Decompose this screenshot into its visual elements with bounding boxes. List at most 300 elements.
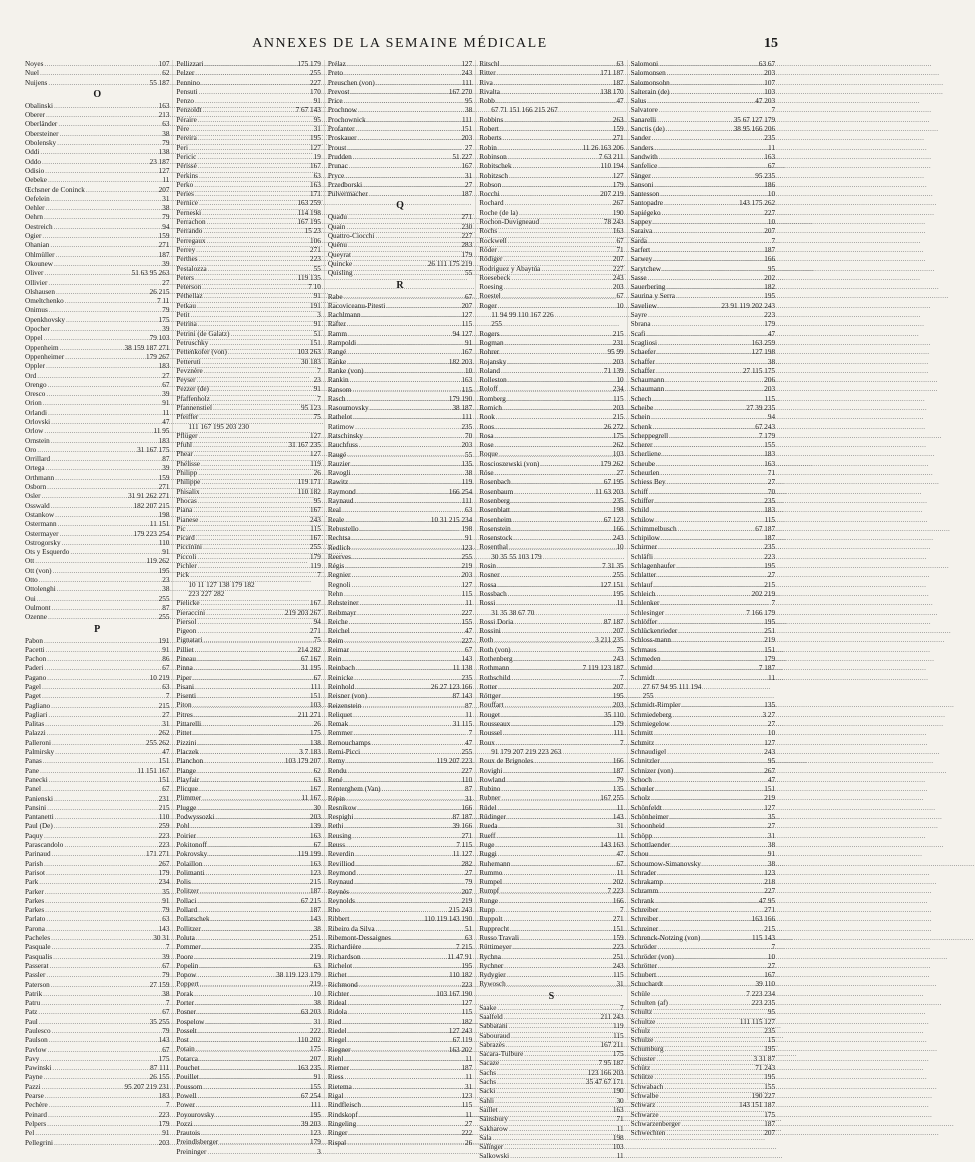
entry-name: Otto bbox=[25, 576, 38, 585]
index-entry bbox=[176, 887, 320, 896]
index-entry bbox=[176, 794, 320, 803]
entry-pages: 67 bbox=[162, 664, 170, 673]
entry-pages: 7 223 bbox=[607, 887, 624, 896]
entry-pages: 10 bbox=[767, 218, 776, 227]
entry-pages: 223 bbox=[158, 831, 170, 840]
leader-dots bbox=[648, 237, 770, 246]
entry-name: Schreiber bbox=[630, 915, 659, 924]
entry-pages: 215 bbox=[158, 701, 170, 710]
index-entry bbox=[25, 372, 169, 381]
entry-name: Rockwell bbox=[479, 236, 507, 245]
entry-name: Schramm bbox=[630, 887, 659, 896]
index-entry bbox=[176, 915, 320, 924]
entry-pages: 7 223 234 bbox=[746, 989, 776, 998]
entry-pages: 179 267 bbox=[146, 352, 170, 361]
leader-dots bbox=[44, 832, 158, 841]
entry-pages: 95 207 219 231 bbox=[124, 1082, 170, 1091]
leader-dots bbox=[51, 418, 161, 427]
leader-dots bbox=[352, 534, 464, 543]
index-entry bbox=[176, 999, 320, 1008]
entry-pages: 115 bbox=[613, 1031, 624, 1040]
leader-dots bbox=[42, 785, 161, 794]
index-entry bbox=[479, 432, 623, 441]
entry-pages: 7 bbox=[620, 673, 624, 682]
entry-name: Salus bbox=[630, 97, 647, 106]
leader-dots bbox=[651, 246, 763, 255]
leader-dots bbox=[496, 832, 615, 841]
index-entry bbox=[631, 860, 775, 869]
entry-name: Sarda bbox=[630, 236, 647, 245]
entry-pages: 62 bbox=[313, 766, 321, 775]
entry-pages: 39 166 bbox=[452, 822, 473, 831]
entry-pages: 207 bbox=[461, 301, 473, 310]
entry-pages: 202 bbox=[612, 878, 624, 887]
entry-name: Palleroni bbox=[25, 738, 51, 747]
leader-dots bbox=[48, 279, 161, 288]
index-entry bbox=[25, 1120, 169, 1129]
index-entry bbox=[328, 311, 472, 320]
entry-pages: 195 bbox=[612, 589, 624, 598]
entry-name: Schönheimer bbox=[630, 813, 669, 822]
entry-pages: 283 bbox=[461, 241, 473, 250]
index-entry bbox=[328, 1027, 472, 1036]
index-entry bbox=[479, 813, 623, 822]
entry-name: Robitzsch bbox=[479, 171, 508, 180]
index-entry bbox=[479, 636, 623, 645]
entry-pages: 11 151 167 bbox=[137, 766, 170, 775]
index-entry bbox=[176, 69, 320, 78]
entry-pages: 38 bbox=[313, 924, 321, 933]
index-entry bbox=[25, 683, 169, 692]
entry-name: Schiffer bbox=[630, 496, 654, 505]
entry-name: Pittarelli bbox=[176, 720, 202, 729]
leader-dots bbox=[678, 525, 755, 534]
leader-dots bbox=[353, 413, 461, 422]
index-entry bbox=[25, 850, 169, 859]
index-entry bbox=[631, 832, 775, 841]
entry-pages: 95 bbox=[465, 97, 473, 106]
index-entry bbox=[328, 497, 472, 506]
index-entry bbox=[479, 134, 623, 143]
index-entry bbox=[176, 274, 320, 283]
entry-pages: 167 bbox=[310, 785, 321, 794]
entry-pages: 7 31 35 bbox=[602, 562, 624, 571]
index-entry bbox=[631, 999, 775, 1008]
entry-pages: 27 bbox=[767, 961, 776, 970]
index-entry bbox=[631, 134, 775, 143]
entry-pages: 198 bbox=[158, 510, 170, 519]
entry-name: Schoch bbox=[630, 775, 652, 784]
entry-pages: 31 91 262 271 bbox=[128, 492, 170, 501]
entry-pages: 215 bbox=[158, 803, 170, 812]
index-entry bbox=[479, 330, 623, 339]
entry-pages: 67 195 bbox=[603, 478, 624, 487]
entry-name: Prunac bbox=[327, 162, 348, 171]
entry-pages: 143 175 262 bbox=[739, 199, 776, 208]
entry-name: Schiess Bey bbox=[630, 478, 666, 487]
leader-dots bbox=[51, 934, 152, 943]
index-entry bbox=[631, 1018, 775, 1027]
index-entry bbox=[479, 655, 623, 664]
leader-dots bbox=[360, 525, 461, 534]
entry-pages: 67 bbox=[162, 1008, 170, 1017]
leader-dots bbox=[656, 590, 750, 599]
index-entry bbox=[631, 1129, 775, 1138]
leader-dots bbox=[205, 1018, 312, 1027]
leader-dots bbox=[347, 1139, 464, 1148]
entry-name: Richelot bbox=[327, 961, 353, 970]
entry-pages: 207 bbox=[764, 1129, 776, 1138]
entry-name: Oppenheim bbox=[25, 343, 59, 352]
entry-name: Przedborski bbox=[327, 180, 363, 189]
entry-name: Schumburg bbox=[630, 1045, 664, 1054]
entry-pages: 7 bbox=[771, 943, 776, 952]
entry-pages: 207 bbox=[612, 255, 624, 264]
index-entry bbox=[25, 464, 169, 473]
leader-dots bbox=[496, 1087, 612, 1096]
index-entry bbox=[328, 469, 472, 478]
index-entry bbox=[631, 646, 775, 655]
entry-pages: 10 31 215 234 bbox=[430, 515, 473, 524]
leader-dots bbox=[658, 302, 720, 311]
entry-pages: 203 bbox=[612, 403, 624, 412]
entry-pages: 219 bbox=[310, 980, 321, 989]
entry-name: Pelzer bbox=[176, 69, 195, 78]
leader-dots bbox=[197, 832, 309, 841]
leader-dots bbox=[497, 562, 601, 571]
index-entry bbox=[631, 255, 775, 264]
index-entry bbox=[479, 348, 623, 357]
index-entry bbox=[479, 1059, 623, 1068]
entry-pages: 119 171 bbox=[297, 478, 321, 487]
entry-name: Rohrer bbox=[479, 348, 500, 357]
entry-pages: 282 bbox=[461, 859, 473, 868]
entry-name: Schwabach bbox=[630, 1082, 664, 1091]
index-entry bbox=[631, 488, 775, 497]
index-entry bbox=[328, 646, 472, 655]
index-entry bbox=[25, 915, 169, 924]
index-entry bbox=[25, 888, 169, 897]
index-entry bbox=[631, 748, 775, 757]
index-entry bbox=[631, 469, 775, 478]
leader-dots bbox=[357, 1120, 464, 1129]
index-entry bbox=[479, 190, 623, 199]
index-entry bbox=[631, 962, 775, 971]
index-entry bbox=[176, 962, 320, 971]
index-entry bbox=[631, 218, 775, 227]
leader-dots bbox=[203, 1083, 309, 1092]
entry-name: Sapiégeko bbox=[630, 208, 661, 217]
entry-name: Reynolds bbox=[327, 896, 355, 905]
entry-pages: 175 bbox=[158, 1054, 170, 1063]
leader-dots bbox=[671, 88, 764, 97]
entry-pages: 87 111 bbox=[150, 1064, 170, 1073]
index-entry bbox=[176, 292, 320, 301]
leader-dots bbox=[656, 1055, 752, 1064]
index-entry bbox=[25, 1027, 169, 1036]
index-entry bbox=[328, 1018, 472, 1027]
entry-pages: 55 bbox=[313, 264, 321, 273]
index-entry bbox=[176, 488, 320, 497]
entry-name: Sanders bbox=[630, 143, 654, 152]
leader-dots bbox=[678, 627, 763, 636]
entry-name: Rossbach bbox=[479, 589, 507, 598]
leader-dots bbox=[671, 79, 763, 88]
entry-pages: 263 bbox=[612, 115, 624, 124]
index-entry bbox=[328, 88, 472, 97]
entry-pages: 95 bbox=[767, 1008, 776, 1017]
index-entry bbox=[25, 841, 169, 850]
entry-pages: 31 bbox=[162, 720, 170, 729]
index-entry bbox=[631, 943, 775, 952]
leader-dots bbox=[651, 990, 745, 999]
leader-dots bbox=[350, 990, 435, 999]
index-entry bbox=[479, 404, 623, 413]
index-entry bbox=[631, 627, 775, 636]
entry-name: Roberts bbox=[479, 134, 502, 143]
leader-dots bbox=[37, 446, 136, 455]
index-entry bbox=[479, 441, 623, 450]
index-entry bbox=[25, 176, 169, 185]
entry-name: Poppert bbox=[176, 980, 199, 989]
index-entry bbox=[176, 367, 320, 376]
index-entry bbox=[328, 925, 472, 934]
leader-dots bbox=[386, 302, 460, 311]
entry-pages: 91 bbox=[162, 1129, 170, 1138]
entry-name: Schmitt bbox=[630, 729, 653, 738]
entry-name: Schultze bbox=[630, 1017, 656, 1026]
index-entry bbox=[479, 1134, 623, 1143]
leader-dots bbox=[348, 1036, 452, 1045]
entry-pages: 31 167 175 bbox=[137, 445, 170, 454]
index-entry bbox=[25, 822, 169, 831]
entry-name: Poore bbox=[176, 952, 194, 961]
entry-pages: 91 bbox=[313, 385, 321, 394]
index-entry bbox=[25, 111, 169, 120]
entry-name: Rebustello bbox=[327, 524, 359, 533]
entry-name: Pommer bbox=[176, 943, 201, 952]
index-entry bbox=[631, 739, 775, 748]
entry-name: Rose bbox=[479, 441, 494, 450]
entry-name: Phocas bbox=[176, 496, 197, 505]
leader-dots bbox=[196, 534, 309, 543]
index-entry bbox=[631, 172, 775, 181]
entry-name: Pavy bbox=[25, 1054, 40, 1063]
entry-name: Schnaudigel bbox=[630, 747, 667, 756]
entry-pages: 55 bbox=[465, 269, 473, 278]
entry-pages: 7 bbox=[771, 236, 776, 245]
index-entry bbox=[631, 674, 775, 683]
entry-name: Sarwey bbox=[630, 255, 653, 264]
leader-dots bbox=[501, 367, 603, 376]
entry-pages: 166 bbox=[461, 803, 473, 812]
index-entry bbox=[328, 386, 472, 395]
entry-name: Rietema bbox=[327, 1082, 352, 1091]
entry-pages: 67 bbox=[313, 840, 321, 849]
index-entry bbox=[25, 990, 169, 999]
entry-name: Pereira bbox=[176, 134, 197, 143]
entry-pages: 219 bbox=[461, 562, 473, 571]
leader-dots bbox=[503, 729, 612, 738]
entry-name: Profanter bbox=[327, 125, 355, 134]
leader-dots bbox=[200, 887, 309, 896]
leader-dots bbox=[202, 720, 312, 729]
index-entry bbox=[631, 292, 775, 301]
leader-dots bbox=[650, 506, 763, 515]
entry-pages: 35 bbox=[162, 887, 170, 896]
entry-pages: 167 270 bbox=[448, 87, 473, 96]
entry-pages: 203 bbox=[764, 69, 776, 78]
leader-dots bbox=[646, 330, 766, 339]
index-entry bbox=[25, 729, 169, 738]
entry-pages: 27 bbox=[767, 720, 776, 729]
index-entry bbox=[328, 822, 472, 831]
index-entry bbox=[631, 330, 775, 339]
entry-name: Pagliari bbox=[25, 710, 48, 719]
entry-name: Rychna bbox=[479, 952, 501, 961]
entry-name: Russo Travali bbox=[479, 933, 519, 942]
index-entry bbox=[25, 567, 169, 576]
entry-pages: 190 bbox=[612, 208, 624, 217]
entry-pages: 207 bbox=[461, 887, 473, 896]
index-entry bbox=[631, 562, 775, 571]
index-entry bbox=[328, 251, 472, 260]
entry-name: Rein bbox=[327, 655, 342, 664]
index-entry bbox=[479, 1022, 623, 1031]
leader-dots bbox=[44, 334, 149, 343]
entry-pages: 255 262 bbox=[146, 738, 170, 747]
leader-dots bbox=[506, 776, 615, 785]
leader-dots bbox=[56, 288, 149, 297]
index-entry bbox=[328, 339, 472, 348]
index-entry bbox=[479, 971, 623, 980]
entry-name: Petrina bbox=[176, 320, 197, 329]
leader-dots bbox=[348, 999, 461, 1008]
entry-pages: 79 bbox=[162, 1026, 170, 1035]
leader-dots bbox=[671, 720, 767, 729]
leader-dots bbox=[500, 348, 606, 357]
entry-pages: 23 91 119 202 243 bbox=[721, 301, 776, 310]
entry-pages: 215 bbox=[612, 329, 624, 338]
index-entry bbox=[479, 1013, 623, 1022]
entry-pages: 235 bbox=[764, 543, 776, 552]
entry-pages: 7 115 bbox=[456, 841, 473, 850]
index-entry bbox=[631, 711, 775, 720]
entry-name: Preto bbox=[327, 69, 343, 78]
entry-pages: 27 bbox=[465, 143, 473, 152]
index-entry bbox=[176, 106, 320, 115]
leader-dots bbox=[344, 1073, 464, 1082]
leader-dots bbox=[655, 516, 763, 525]
entry-name: Robson bbox=[479, 180, 502, 189]
entry-pages: 11 bbox=[616, 1152, 624, 1161]
leader-dots bbox=[48, 711, 161, 720]
leader-dots bbox=[495, 432, 612, 441]
entry-pages: 179 262 bbox=[600, 459, 624, 468]
entry-name: Roesebeck bbox=[479, 273, 511, 282]
index-entry bbox=[176, 692, 320, 701]
entry-pages: 183 bbox=[158, 1092, 170, 1101]
index-entry bbox=[328, 134, 472, 143]
entry-pages: 195 bbox=[612, 692, 624, 701]
index-entry bbox=[631, 841, 775, 850]
leader-dots bbox=[682, 701, 764, 710]
entry-pages: 35 47 67 171 bbox=[585, 1078, 624, 1087]
entry-pages: 202 219 bbox=[751, 589, 776, 598]
index-entry bbox=[328, 506, 472, 515]
leader-dots bbox=[197, 804, 312, 813]
leader-dots bbox=[654, 441, 764, 450]
entry-name: Roloff bbox=[479, 385, 498, 394]
index-entry bbox=[25, 325, 169, 334]
leader-dots bbox=[514, 655, 612, 664]
leader-dots bbox=[651, 1064, 754, 1073]
leader-dots bbox=[44, 1073, 149, 1082]
entry-name: Noyes bbox=[25, 60, 44, 68]
index-entry bbox=[479, 590, 623, 599]
index-entry bbox=[479, 478, 623, 487]
index-entry bbox=[328, 190, 472, 199]
entry-name: Salomonsohn bbox=[630, 78, 670, 87]
entry-pages: 163 166 bbox=[751, 915, 776, 924]
leader-dots bbox=[194, 664, 300, 673]
index-entry bbox=[328, 367, 472, 376]
leader-dots bbox=[342, 655, 460, 664]
leader-dots bbox=[43, 757, 158, 766]
index-entry bbox=[479, 97, 623, 106]
entry-pages: 38 bbox=[162, 989, 170, 998]
index-entry bbox=[25, 120, 169, 129]
leader-dots bbox=[495, 423, 603, 432]
leader-dots bbox=[45, 167, 157, 176]
entry-pages: 110 bbox=[158, 813, 170, 822]
entry-pages: 187 bbox=[764, 245, 776, 254]
index-entry bbox=[25, 186, 169, 195]
index-entry bbox=[25, 1129, 169, 1138]
entry-pages: 211 243 bbox=[600, 1012, 624, 1021]
index-entry bbox=[631, 348, 775, 357]
index-entry bbox=[25, 399, 169, 408]
leader-dots bbox=[664, 878, 763, 887]
leader-dots bbox=[500, 125, 612, 134]
leader-dots bbox=[511, 497, 612, 506]
entry-pages: 7 215 bbox=[456, 943, 473, 952]
entry-name: Schmiegelow bbox=[630, 720, 670, 729]
entry-pages: 187 bbox=[310, 906, 321, 915]
leader-dots bbox=[499, 1106, 612, 1115]
entry-name: Pevznère bbox=[176, 366, 203, 375]
index-entry bbox=[328, 348, 472, 357]
index-entry bbox=[631, 497, 775, 506]
entry-name: Openkhovsky bbox=[25, 315, 65, 324]
leader-dots bbox=[48, 176, 162, 185]
entry-name: Schleich bbox=[630, 589, 656, 598]
entry-pages: 75 bbox=[616, 645, 624, 654]
leader-dots bbox=[354, 497, 461, 506]
index-entry bbox=[176, 1064, 320, 1073]
entry-pages: 183 bbox=[158, 362, 170, 371]
leader-dots bbox=[347, 348, 460, 357]
index-entry bbox=[176, 209, 320, 218]
section-letter: S bbox=[548, 990, 555, 1002]
index-entry bbox=[328, 943, 472, 952]
entry-name: Parkes bbox=[25, 896, 45, 905]
entry-name: Obersteiner bbox=[25, 129, 59, 138]
entry-pages: 111 bbox=[613, 729, 624, 738]
leader-dots bbox=[231, 330, 313, 339]
entry-pages: 127 bbox=[310, 450, 321, 459]
leader-dots bbox=[662, 265, 767, 274]
